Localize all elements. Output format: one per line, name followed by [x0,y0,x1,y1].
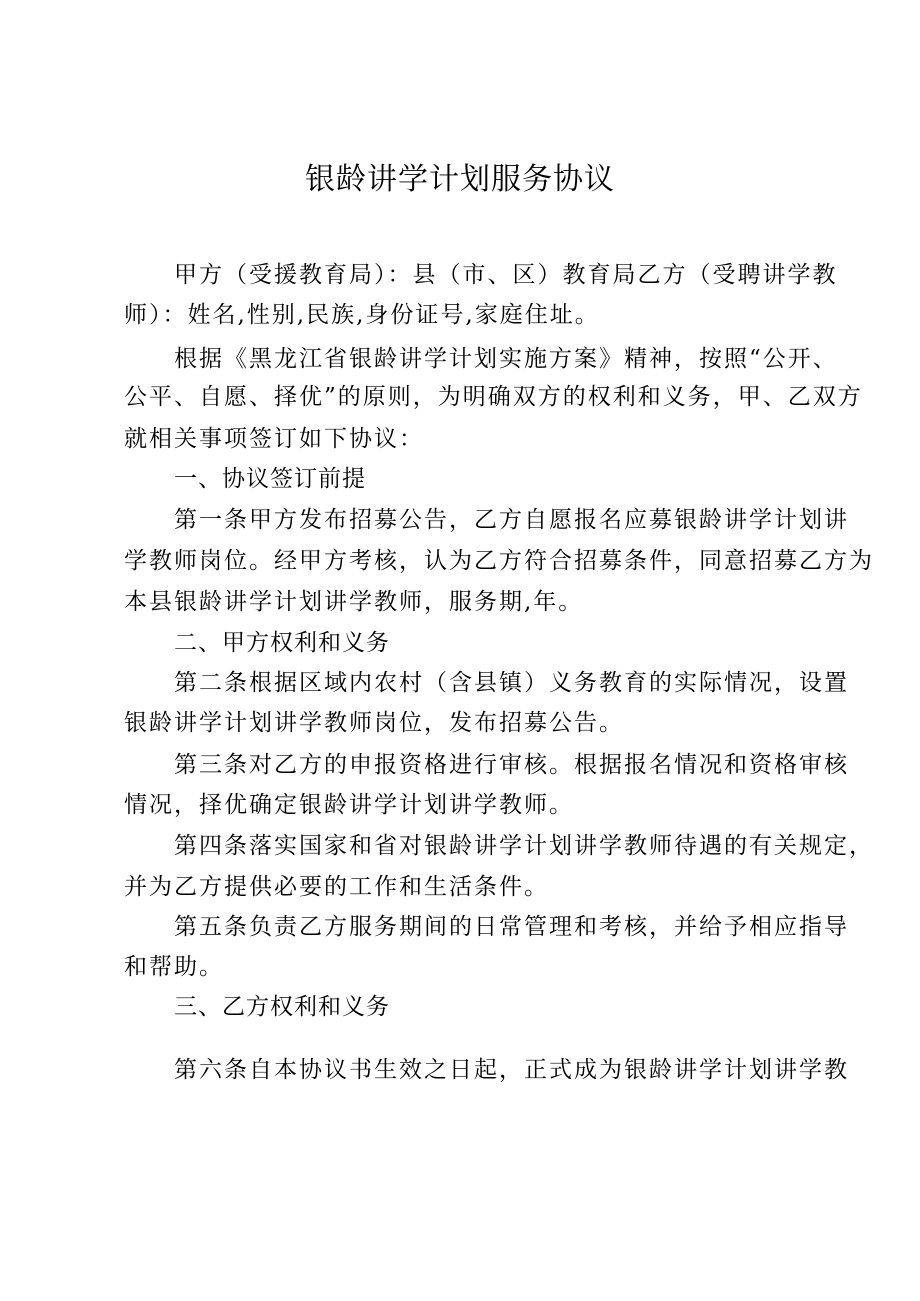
article-5-line-2: 和帮助。 [124,954,224,980]
article-2-line-1: 第二条根据区域内农村（含县镇）义务教育的实际情况，设置 [174,670,849,696]
section-heading-2: 二、甲方权利和义务 [174,630,390,656]
article-1-line-1: 第一条甲方发布招募公告，乙方自愿报名应募银龄讲学计划讲 [174,507,849,533]
section-heading-1: 一、协议签订前提 [174,466,366,492]
basis-line-2: 公平、自愿、择优”的原则，为明确双方的权利和义务，甲、乙双方 [124,384,863,410]
parties-line-2: 师）：姓名,性别,民族,身份证号,家庭住址。 [124,302,600,328]
article-4-line-1: 第四条落实国家和省对银龄讲学计划讲学教师待遇的有关规定， [174,833,874,859]
article-1-line-2: 学教师岗位。经甲方考核，认为乙方符合招募条件，同意招募乙方为 [124,548,874,574]
document-title: 银龄讲学计划服务协议 [305,162,615,197]
basis-line-1: 根据《黑龙江省银龄讲学计划实施方案》精神，按照“公开、 [174,346,838,372]
section-heading-3: 三、乙方权利和义务 [174,994,390,1020]
article-3-line-1: 第三条对乙方的申报资格进行审核。根据报名情况和资格审核 [174,752,849,778]
article-6-line-1: 第六条自本协议书生效之日起，正式成为银龄讲学计划讲学教 [174,1057,849,1083]
article-1-line-3: 本县银龄讲学计划讲学教师，服务期,年。 [124,589,584,615]
article-5-line-1: 第五条负责乙方服务期间的日常管理和考核，并给予相应指导 [174,914,849,940]
basis-line-3: 就相关事项签订如下协议： [124,426,424,452]
parties-line-1: 甲方（受援教育局）：县（市、区）教育局乙方（受聘讲学教 [174,262,838,288]
article-3-line-2: 情况，择优确定银龄讲学计划讲学教师。 [124,792,574,818]
article-2-line-2: 银龄讲学计划讲学教师岗位，发布招募公告。 [124,710,624,736]
article-4-line-2: 并为乙方提供必要的工作和生活条件。 [124,874,549,900]
